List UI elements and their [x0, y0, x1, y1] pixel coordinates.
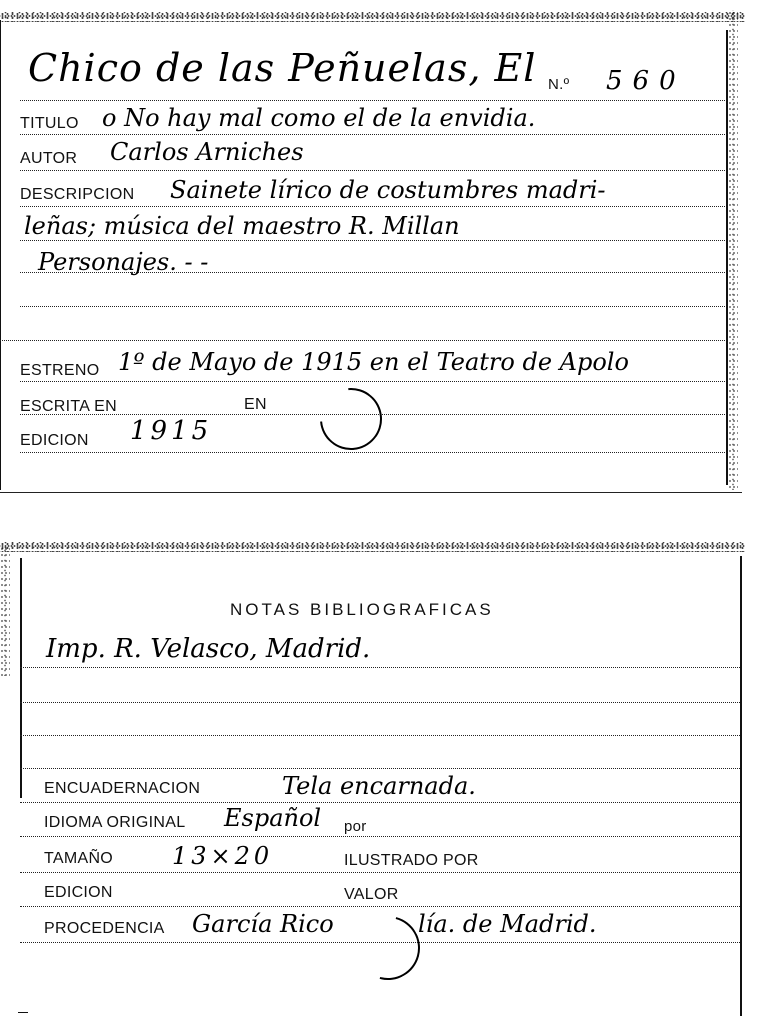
- rule: [20, 100, 725, 101]
- number-label: N.º: [548, 76, 570, 93]
- number-value: 560: [606, 66, 686, 96]
- catalog-card-top: [0, 0, 759, 495]
- rule: [20, 702, 740, 703]
- estreno-label: ESTRENO: [20, 362, 100, 379]
- procedencia-value-1: García Rico: [192, 910, 334, 938]
- autor-label: AUTOR: [20, 150, 78, 167]
- catalog-card-bottom: [0, 536, 759, 1028]
- rule: [20, 667, 740, 668]
- rule: [20, 802, 740, 803]
- edicion-label: EDICION: [20, 432, 89, 449]
- rule: [20, 906, 740, 907]
- card-right-border: [726, 30, 728, 485]
- card-left-border: [0, 20, 1, 490]
- rule: [20, 306, 725, 307]
- card-right-border: [740, 556, 742, 1016]
- procedencia-label: PROCEDENCIA: [44, 920, 165, 937]
- idioma-label: IDIOMA ORIGINAL: [44, 814, 186, 831]
- rule: [20, 240, 725, 241]
- titulo-value: o No hay mal como el de la envidia.: [102, 104, 536, 132]
- scan-edge-top: [0, 12, 745, 22]
- en-label: EN: [244, 396, 267, 413]
- card-bottom-edge: [0, 492, 742, 493]
- valor-label: VALOR: [344, 886, 399, 903]
- notas-value: Imp. R. Velasco, Madrid.: [46, 634, 371, 664]
- encuadernacion-label: ENCUADERNACION: [44, 780, 201, 797]
- card-title: Chico de las Peñuelas, El: [28, 46, 537, 90]
- idioma-value: Español: [224, 804, 322, 832]
- procedencia-value-2: lía. de Madrid.: [418, 910, 597, 938]
- autor-value: Carlos Arniches: [110, 138, 304, 166]
- descripcion-line-3: Personajes. - -: [38, 248, 209, 276]
- corner-mark: [18, 1012, 28, 1013]
- descripcion-line-2: leñas; música del maestro R. Millan: [24, 212, 460, 240]
- rule: [20, 170, 725, 171]
- tamano-label: TAMAÑO: [44, 850, 114, 867]
- rule: [20, 836, 740, 837]
- rule: [20, 768, 740, 769]
- scan-edge-top: [0, 542, 745, 552]
- rule: [20, 735, 740, 736]
- ilustrado-label: ILUSTRADO POR: [344, 852, 479, 869]
- descripcion-line-1: Sainete lírico de costumbres madri-: [170, 176, 606, 204]
- scan-edge-left: [0, 546, 10, 676]
- scan-edge-right: [728, 10, 738, 490]
- rule: [0, 340, 725, 341]
- rule: [20, 134, 725, 135]
- tamano-value: 13×20: [172, 842, 274, 870]
- encuadernacion-value: Tela encarnada.: [282, 772, 476, 800]
- edicion-label: EDICION: [44, 884, 113, 901]
- edicion-value: 1915: [130, 416, 213, 446]
- punch-hole: [307, 375, 394, 462]
- por-label: por: [344, 818, 367, 835]
- descripcion-label: DESCRIPCION: [20, 186, 135, 203]
- rule: [20, 381, 725, 382]
- rule: [20, 872, 740, 873]
- rule: [20, 206, 725, 207]
- estreno-value: 1º de Mayo de 1915 en el Teatro de Apolo: [118, 348, 629, 376]
- escrita-en-label: ESCRITA EN: [20, 398, 117, 415]
- notas-heading: NOTAS BIBLIOGRAFICAS: [230, 600, 494, 619]
- card-left-border: [20, 558, 22, 798]
- rule: [20, 452, 725, 453]
- rule: [20, 272, 725, 273]
- titulo-label: TITULO: [20, 115, 79, 132]
